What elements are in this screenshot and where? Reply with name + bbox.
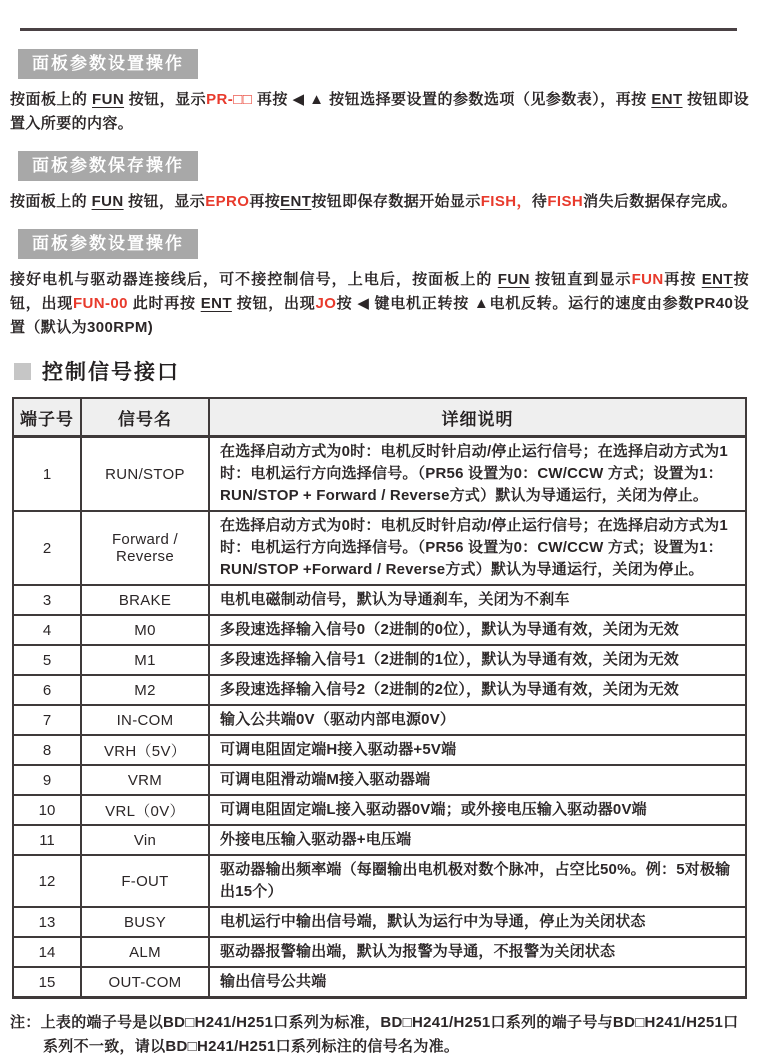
highlight-red-text: FISH [547,193,584,210]
td-description: 多段速选择输入信号2（2进制的2位），默认为导通有效，关闭为无效 [209,675,746,705]
table-row [13,907,746,937]
section-badge: 面板参数设置操作 [18,49,198,79]
td-signal-name: ALM [81,937,209,967]
body-text: 再按 [663,271,702,288]
table-row [13,437,746,512]
key-name-underlined: ENT [651,91,683,108]
operation-section-settings-2 [0,214,761,340]
highlight-red-text: JO [315,295,337,312]
footnote-text: 上表的端子号是以BD□H241/H251口系列为标准，BD□H241/H251口系列的端子号与BD□H241/H251口系列不一致，请以BD□H241/H251口系列标注的信号名为准。 [40,1014,739,1055]
table-row [13,735,746,765]
highlight-red-text: FUN [631,271,664,288]
section-badge: 面板参数保存操作 [18,151,198,181]
table-row [13,855,746,907]
td-terminal-number: 1 [13,437,81,512]
td-terminal-number: 11 [13,825,81,855]
td-signal-name: F-OUT [81,855,209,907]
body-text: 再按 ◀ ▲ 按钮选择要设置的参数选项（见参数表），再按 [252,91,652,108]
table-row [13,705,746,735]
square-bullet-icon [14,363,31,380]
key-name-underlined: ENT [200,295,232,312]
td-description: 在选择启动方式为0时：电机反时针启动/停止运行信号；在选择启动方式为1时：电机运行方向选择信号。（PR56 设置为0：CW/CCW 方式；设置为1：RUN/STOP +Forward / Reverse方式）默认为导通运行，关闭为停止。 [209,511,746,585]
operation-section-save [0,136,761,214]
signal-table [12,397,747,999]
highlight-red-text: EPRO [205,193,250,210]
td-signal-name: Forward / Reverse [81,511,209,585]
footnote [10,1011,751,1059]
signal-table-body [13,437,746,998]
td-signal-name: VRH（5V） [81,735,209,765]
key-name-underlined: FUN [91,193,124,210]
table-row [13,795,746,825]
td-terminal-number: 2 [13,511,81,585]
td-signal-name: RUN/STOP [81,437,209,512]
body-text: 按钮，显示 [123,193,206,210]
section-paragraph [10,268,749,340]
body-text: 接好电机与驱动器连接线后，可不接控制信号，上电后，按面板上的 [10,271,498,288]
td-description: 外接电压输入驱动器+电压端 [209,825,746,855]
td-terminal-number: 7 [13,705,81,735]
td-terminal-number: 13 [13,907,81,937]
td-terminal-number: 6 [13,675,81,705]
body-text: 再按 [249,193,281,210]
td-description: 可调电阻固定端H接入驱动器+5V端 [209,735,746,765]
table-row [13,511,746,585]
td-description: 输入公共端0V（驱动内部电源0V） [209,705,746,735]
td-description: 电机电磁制动信号，默认为导通刹车，关闭为不刹车 [209,585,746,615]
body-text: 待 [531,193,548,210]
td-terminal-number: 12 [13,855,81,907]
col-header-signal: 信号名 [81,398,209,437]
col-header-terminal: 端子号 [13,398,81,437]
section-badge: 面板参数设置操作 [18,229,198,259]
td-terminal-number: 9 [13,765,81,795]
table-header-row [13,398,746,437]
section-paragraph [10,190,749,214]
td-signal-name: OUT-COM [81,967,209,998]
td-description: 多段速选择输入信号1（2进制的1位），默认为导通有效，关闭为无效 [209,645,746,675]
td-signal-name: BUSY [81,907,209,937]
highlight-red-text: FISH， [480,193,532,210]
table-row [13,765,746,795]
td-signal-name: Vin [81,825,209,855]
table-row [13,645,746,675]
td-signal-name: M1 [81,645,209,675]
td-signal-name: VRL（0V） [81,795,209,825]
body-text: 按钮，出现 [231,295,316,312]
table-row [13,615,746,645]
td-description: 驱动器报警输出端，默认为报警为导通，不报警为关闭状态 [209,937,746,967]
td-description: 电机运行中输出信号端，默认为运行中为导通，停止为关闭状态 [209,907,746,937]
operation-section-settings-1 [0,34,761,136]
td-signal-name: VRM [81,765,209,795]
section-paragraph [10,88,749,136]
td-description: 多段速选择输入信号0（2进制的0位），默认为导通有效，关闭为无效 [209,615,746,645]
td-terminal-number: 8 [13,735,81,765]
body-text: 按钮，出现 [10,271,750,312]
table-row [13,825,746,855]
td-signal-name: BRAKE [81,585,209,615]
body-text: 此时再按 [127,295,201,312]
td-terminal-number: 15 [13,967,81,998]
key-name-underlined: ENT [280,193,312,210]
td-description: 可调电阻固定端L接入驱动器0V端；或外接电压输入驱动器0V端 [209,795,746,825]
td-description: 可调电阻滑动端M接入驱动器端 [209,765,746,795]
body-text: 按面板上的 [10,91,93,108]
table-row [13,967,746,998]
top-divider [20,28,737,31]
td-terminal-number: 10 [13,795,81,825]
td-signal-name: IN-COM [81,705,209,735]
td-terminal-number: 5 [13,645,81,675]
body-text: 消失后数据保存完成。 [583,193,738,210]
td-description: 在选择启动方式为0时：电机反时针启动/停止运行信号；在选择启动方式为1时：电机运行方向选择信号。（PR56 设置为0：CW/CCW 方式；设置为1：RUN/STOP + Forward / Reverse方式）默认为导通运行，关闭为停止。 [209,437,746,512]
td-terminal-number: 4 [13,615,81,645]
key-name-underlined: FUN [497,271,530,288]
highlight-red-text: FUN-00 [72,295,128,312]
td-description: 输出信号公共端 [209,967,746,998]
body-text: 按钮直到显示 [529,271,632,288]
section-title-text: 控制信号接口 [42,361,180,384]
body-text: 按 ◀ 键电机正转按 ▲电机反转。运行的速度由参数PR40设置（默认为300RPM) [10,295,749,336]
table-row [13,937,746,967]
key-name-underlined: FUN [92,91,125,108]
table-row [13,675,746,705]
key-name-underlined: ENT [701,271,733,288]
body-text: 按钮即设置入所要的内容。 [10,91,749,132]
page-content [0,34,761,1059]
highlight-red-text: PR-□□ [206,91,253,108]
col-header-description: 详细说明 [209,398,746,437]
td-signal-name: M0 [81,615,209,645]
body-text: 按钮即保存数据开始显示 [311,193,481,210]
body-text: 按钮，显示 [124,91,207,108]
td-terminal-number: 3 [13,585,81,615]
td-description: 驱动器输出频率端（每圈输出电机极对数个脉冲，占空比50%。例：5对极输出15个） [209,855,746,907]
td-signal-name: M2 [81,675,209,705]
footnote-prefix: 注： [10,1014,41,1031]
td-terminal-number: 14 [13,937,81,967]
table-row [13,585,746,615]
control-signal-section-title [14,356,761,386]
body-text: 按面板上的 [10,193,92,210]
